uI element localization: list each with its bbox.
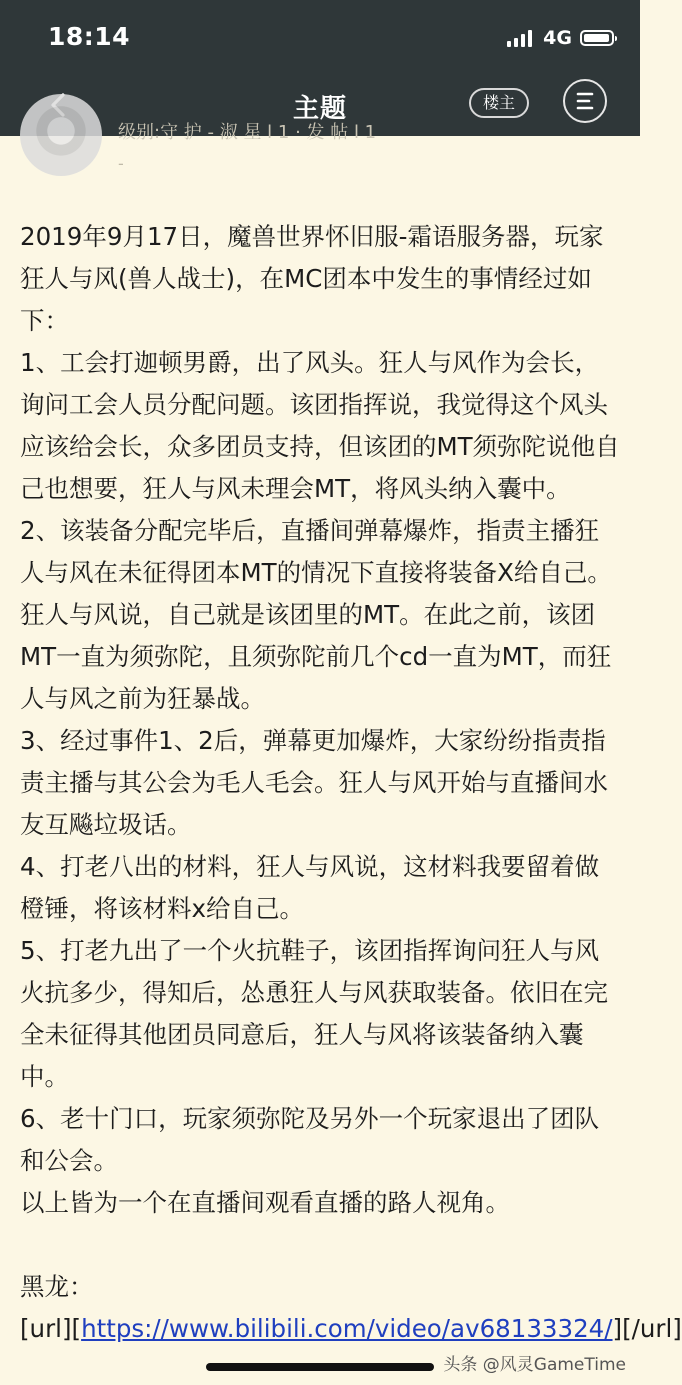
url-prefix: [url][	[20, 1314, 82, 1343]
post-paragraph: 2019年9月17日，魔兽世界怀旧服-霜语服务器，玩家狂人与风(兽人战士)，在MC团本中发生的事情经过如下：	[20, 222, 604, 335]
status-bar	[0, 0, 640, 76]
hamburger-icon	[565, 81, 605, 121]
post-paragraph: 5、打老九出了一个火抗鞋子，该团指挥询问狂人与风火抗多少，得知后，怂恿狂人与风获取装备。依旧在完全未征得其他团员同意后，狂人与风将该装备纳入囊中。	[20, 936, 608, 1091]
post-paragraph: 以上皆为一个在直播间观看直播的路人视角。	[20, 1188, 510, 1217]
post-paragraph: 6、老十门口，玩家须弥陀及另外一个玩家退出了团队和公会。	[20, 1104, 600, 1175]
avatar[interactable]	[20, 94, 102, 176]
network-label: 4G	[543, 27, 572, 49]
battery-icon	[580, 30, 614, 46]
post-paragraph: 3、经过事件1、2后，弹幕更加爆炸，大家纷纷指责指责主播与其公会为毛人毛会。狂人与风开始与直播间水友互飚垃圾话。	[20, 726, 608, 839]
post-paragraph: 4、打老八出的材料，狂人与风说，这材料我要留着做橙锤，将该材料x给自己。	[20, 852, 600, 923]
op-only-button[interactable]: 楼主	[469, 88, 529, 118]
status-right	[507, 26, 614, 50]
author-dash: -	[118, 154, 124, 173]
post-paragraph: 2、该装备分配完毕后，直播间弹幕爆炸，指责主播狂人与风在未征得团本MT的情况下直接将装备X给自己。狂人与风说，自己就是该团里的MT。在此之前，该团MT一直为须弥陀，且须弥陀前几个cd一直为MT，而狂人与风之前为狂暴战。	[20, 516, 612, 713]
watermark: 头条 @风灵GameTime	[443, 1355, 626, 1375]
page-title: 主题	[292, 94, 347, 124]
url-line	[20, 1308, 682, 1350]
signature-label: 黑龙：	[20, 1272, 94, 1301]
menu-button[interactable]	[563, 79, 607, 123]
video-link[interactable]: https://www.bilibili.com/video/av68133324/	[81, 1314, 613, 1343]
author-meta: 级别:守 护 - 淑 星 l 1 · 发 帖 l 1	[118, 122, 377, 143]
post-paragraph: 1、工会打迦顿男爵，出了风头。狂人与风作为会长，询问工会人员分配问题。该团指挥说，我觉得这个风头应该给会长，众多团员支持，但该团的MT须弥陀说他自己也想要，狂人与风未理会MT，将风头纳入囊中。	[20, 348, 620, 503]
battery-fill	[584, 34, 609, 42]
url-suffix: ][/url]	[612, 1314, 682, 1343]
spacer	[20, 1224, 620, 1266]
signal-icon	[507, 29, 532, 47]
status-time: 18:14	[48, 22, 131, 51]
author-row	[0, 122, 640, 182]
home-indicator[interactable]	[206, 1363, 434, 1371]
post-content	[20, 216, 682, 1350]
